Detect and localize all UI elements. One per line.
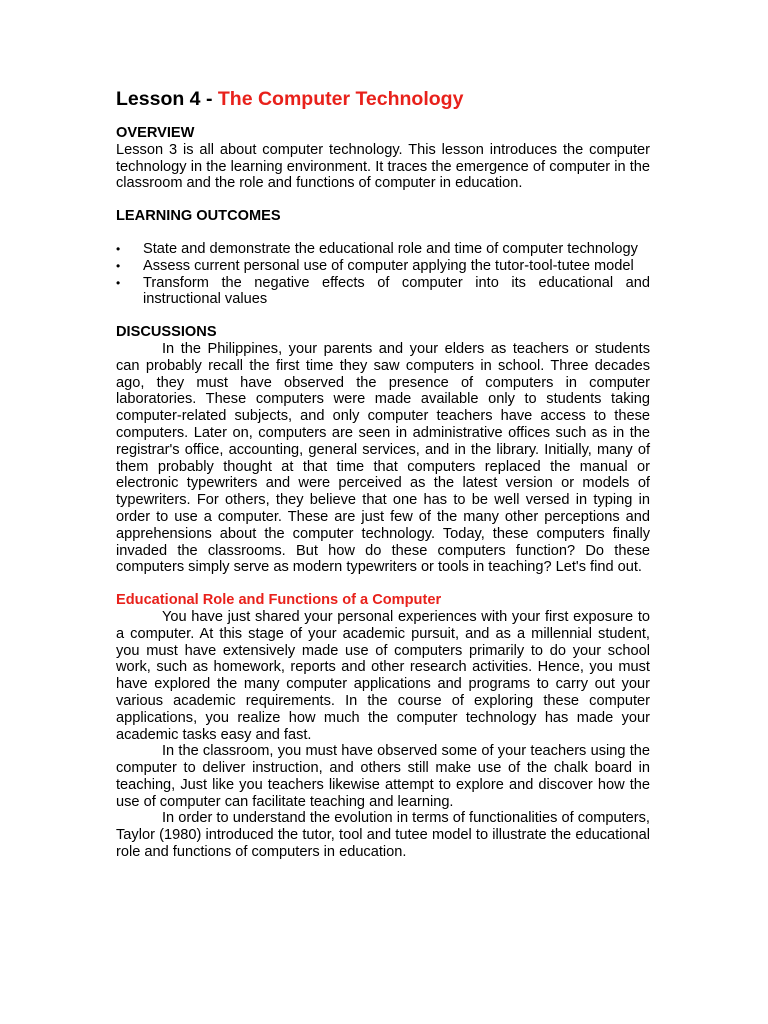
educational-role-paragraph-2: In the classroom, you must have observed some of your teachers using the computer to deliver instruction, and others still make use of the chalk board in teaching, Just like you teachers likewise attempt to explore and discover how the use of computer can facilitate teaching and learning. — [116, 743, 650, 810]
list-item — [116, 258, 650, 275]
educational-role-heading: Educational Role and Functions of a Computer — [116, 592, 442, 609]
document-page — [116, 86, 650, 861]
learning-outcomes-list — [116, 241, 650, 308]
list-item-text: State and demonstrate the educational role and time of computer technology — [143, 240, 638, 257]
lesson-title — [116, 86, 650, 112]
bullet-icon: • — [116, 275, 121, 290]
list-item — [116, 241, 650, 258]
list-item — [116, 275, 650, 309]
list-item-text: Transform the negative effects of computer into its educational and instructional values — [143, 274, 650, 308]
learning-outcomes-heading: LEARNING OUTCOMES — [116, 208, 281, 225]
lesson-title-highlight: The Computer Technology — [217, 88, 464, 110]
overview-paragraph: Lesson 3 is all about computer technology. This lesson introduces the computer technology in the learning environment. It traces the emergence of computer in the classroom and the role and functions of computer in education. — [116, 141, 650, 192]
list-item-text: Assess current personal use of computer applying the tutor-tool-tutee model — [143, 257, 634, 274]
educational-role-paragraph-1: You have just shared your personal experiences with your first exposure to a computer. At this stage of your academic pursuit, and as a millennial student, you must have extensively made use of computers primarily to do your school work, such as homework, reports and other research activities. Hence, you must have explored the many computer applications and programs to carry out your various academic requirements. In the course of exploring these computer applications, you realize how much the computer technology has made your academic tasks easy and fast. — [116, 608, 650, 743]
educational-role-paragraph-3: In order to understand the evolution in terms of functionalities of computers, Taylor (1980) introduced the tutor, tool and tutee model to illustrate the educational role and functions of computers in education. — [116, 810, 650, 861]
bullet-icon: • — [116, 258, 121, 273]
discussions-paragraph: In the Philippines, your parents and your elders as teachers or students can probably recall the first time they saw computers in school. Three decades ago, they must have observed the presence of computers in computer laboratories. These computers were made available only to students taking computer-related subjects, and only computer teachers have access to these computers. Later on, computers are seen in administrative offices such as in the registrar's office, accounting, general services, and in the library. Initially, many of them probably thought at that time that computers replaced the manual or electronic typewriters and were perceived as the latest version or models of typewriters. For others, they believe that one has to be well versed in typing in order to use a computer. These are just few of the many other perceptions and apprehensions about the computer technology. Today, these computers finally invaded the classrooms. But how do these computers function? Do these computers simply serve as modern typewriters or tools in teaching? Let's find out. — [116, 340, 650, 576]
lesson-title-prefix: Lesson 4 - — [116, 88, 218, 110]
overview-heading: OVERVIEW — [116, 125, 195, 141]
discussions-heading: DISCUSSIONS — [116, 324, 217, 341]
bullet-icon: • — [116, 241, 121, 256]
